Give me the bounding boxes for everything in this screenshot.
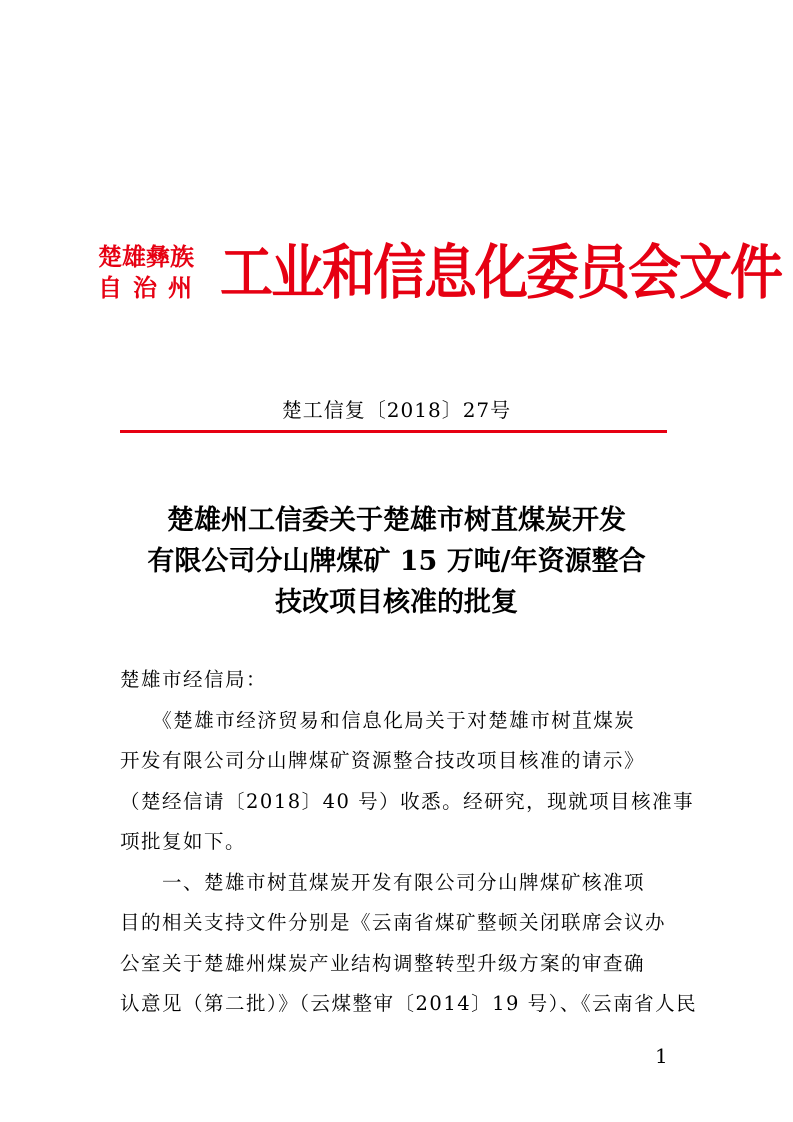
document-body <box>120 660 698 1025</box>
masthead-title: 工业和信息化委员会文件 <box>220 239 781 308</box>
issuing-region <box>98 242 216 304</box>
body-line: （楚经信请〔2018〕40 号）收悉。经研究，现就项目核准事 <box>120 789 695 813</box>
title-line: 有限公司分山牌煤矿 15 万吨/年资源整合 <box>147 546 646 577</box>
red-divider-rule <box>120 430 667 433</box>
body-line: 目的相关支持文件分别是《云南省煤矿整顿关闭联席会议办 <box>120 911 667 934</box>
body-line: 公室关于楚雄州煤炭产业结构调整转型升级方案的审查确 <box>120 951 646 975</box>
region-line-2: 自治州 <box>98 274 203 302</box>
region-line-1: 楚雄彝族 <box>98 243 194 271</box>
page-number: 1 <box>655 1044 668 1068</box>
body-line: 项批复如下。 <box>120 830 247 853</box>
body-line: 《楚雄市经济贸易和信息化局关于对楚雄市树苴煤炭 <box>120 708 636 732</box>
body-line: 一、楚雄市树苴煤炭开发有限公司分山牌煤矿核准项 <box>120 870 646 894</box>
masthead <box>88 236 781 316</box>
body-line: 开发有限公司分山牌煤矿资源整合技改项目核准的请示》 <box>120 749 646 772</box>
document-title <box>100 500 693 623</box>
document-number: 楚工信复〔2018〕27号 <box>281 398 512 422</box>
salutation: 楚雄市经信局： <box>120 668 268 691</box>
title-line: 楚雄州工信委关于楚雄市树苴煤炭开发 <box>167 505 626 536</box>
body-line: 认意见（第二批）》（云煤整审〔2014〕19 号）、《云南省人民 <box>120 992 698 1015</box>
title-line: 技改项目核准的批复 <box>275 587 518 618</box>
